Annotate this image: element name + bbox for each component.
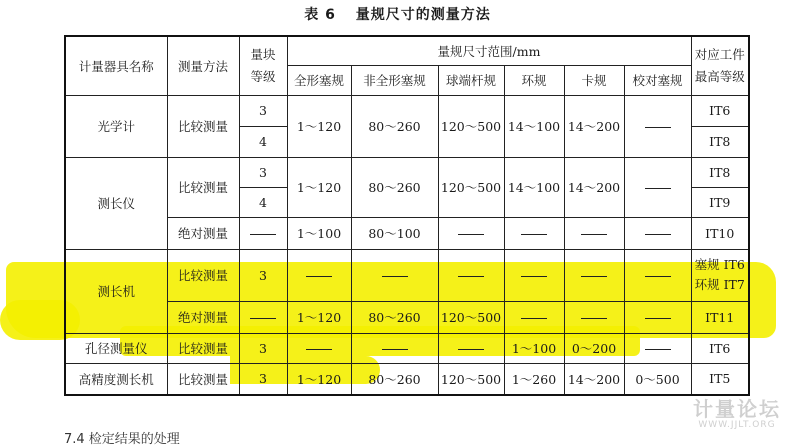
it-grade-cell: IT5 (691, 363, 749, 395)
range-cell: 1～120 (287, 363, 351, 395)
header-check-plug: 校对塞规 (624, 65, 691, 95)
range-cell: 14～200 (564, 95, 624, 157)
header-grade (239, 36, 287, 95)
empty-dash-cell (351, 333, 438, 363)
grade-cell: 4 (239, 126, 287, 157)
empty-dash-cell (504, 217, 564, 249)
empty-dash-cell (287, 249, 351, 301)
grade-cell: 3 (239, 249, 287, 301)
empty-dash-cell (624, 217, 691, 249)
header-max-grade-line2: 最高等级 (694, 68, 745, 84)
it-grade-cell: IT6 (691, 95, 749, 126)
gauge-measurement-table (64, 35, 750, 396)
it-grade-cell (691, 249, 749, 301)
grade-cell: 3 (239, 363, 287, 395)
range-cell: 80～260 (351, 157, 438, 217)
range-cell: 1～100 (287, 217, 351, 249)
range-cell: 120～500 (438, 301, 504, 333)
header-nonfull-plug: 非全形塞规 (351, 65, 438, 95)
range-cell: 120～500 (438, 157, 504, 217)
empty-dash-cell (564, 217, 624, 249)
table-caption: 量规尺寸的测量方法 (355, 7, 491, 23)
empty-dash-cell (239, 301, 287, 333)
header-ring: 环规 (504, 65, 564, 95)
empty-dash-cell (504, 249, 564, 301)
header-max-grade (691, 36, 749, 95)
range-cell: 0～200 (564, 333, 624, 363)
method-cell: 比较测量 (167, 249, 239, 301)
instrument-cell: 高精度测长机 (65, 363, 167, 395)
header-max-grade-line1: 对应工件 (694, 46, 745, 62)
range-cell: 1～120 (287, 301, 351, 333)
empty-dash-cell (438, 249, 504, 301)
instrument-cell: 测长仪 (65, 157, 167, 249)
it-grade-ring: 环规 IT7 (694, 277, 745, 292)
it-grade-cell: IT8 (691, 126, 749, 157)
range-cell: 80～260 (351, 301, 438, 333)
range-cell: 80～100 (351, 217, 438, 249)
empty-dash-cell (624, 333, 691, 363)
empty-dash-cell (624, 249, 691, 301)
it-grade-cell: IT8 (691, 157, 749, 187)
table-number: 表 6 (304, 7, 336, 23)
empty-dash-cell (624, 301, 691, 333)
header-snap: 卡规 (564, 65, 624, 95)
range-cell: 80～260 (351, 95, 438, 157)
method-cell: 比较测量 (167, 333, 239, 363)
instrument-cell: 测长机 (65, 249, 167, 333)
range-cell: 80～260 (351, 363, 438, 395)
empty-dash-cell (438, 217, 504, 249)
empty-dash-cell (564, 301, 624, 333)
empty-dash-cell (351, 249, 438, 301)
range-cell: 1～100 (504, 333, 564, 363)
range-cell: 1～120 (287, 157, 351, 217)
range-cell: 14～200 (564, 157, 624, 217)
instrument-cell: 孔径测量仪 (65, 333, 167, 363)
header-grade-line1: 量块 (250, 46, 276, 62)
next-section-heading: 7.4 检定结果的处理 (64, 432, 180, 447)
range-cell: 14～100 (504, 95, 564, 157)
empty-dash-cell (239, 217, 287, 249)
range-cell: 14～100 (504, 157, 564, 217)
site-watermark (693, 393, 781, 430)
method-cell: 比较测量 (167, 157, 239, 217)
empty-dash-cell (504, 301, 564, 333)
grade-cell: 3 (239, 95, 287, 126)
method-cell: 比较测量 (167, 363, 239, 395)
grade-cell: 3 (239, 157, 287, 187)
header-method: 测量方法 (167, 36, 239, 95)
method-cell: 绝对测量 (167, 217, 239, 249)
it-grade-cell: IT9 (691, 187, 749, 217)
it-grade-cell: IT10 (691, 217, 749, 249)
grade-cell: 4 (239, 187, 287, 217)
grade-cell: 3 (239, 333, 287, 363)
header-ball-rod: 球端杆规 (438, 65, 504, 95)
range-cell: 14～200 (564, 363, 624, 395)
watermark-logo: 计量论坛 (693, 397, 781, 421)
it-grade-cell: IT11 (691, 301, 749, 333)
empty-dash-cell (624, 95, 691, 157)
range-cell: 120～500 (438, 363, 504, 395)
header-full-plug: 全形塞规 (287, 65, 351, 95)
method-cell: 绝对测量 (167, 301, 239, 333)
range-cell: 120～500 (438, 95, 504, 157)
empty-dash-cell (624, 157, 691, 217)
header-instrument: 计量器具名称 (65, 36, 167, 95)
watermark-url: WWW.JJLT.ORG (698, 420, 776, 430)
instrument-cell: 光学计 (65, 95, 167, 157)
range-cell: 0～500 (624, 363, 691, 395)
range-cell: 1～260 (504, 363, 564, 395)
table-title (0, 4, 795, 24)
empty-dash-cell (564, 249, 624, 301)
method-cell: 比较测量 (167, 95, 239, 157)
it-grade-cell: IT6 (691, 333, 749, 363)
header-range-group: 量规尺寸范围/mm (287, 36, 691, 65)
empty-dash-cell (287, 333, 351, 363)
empty-dash-cell (438, 333, 504, 363)
it-grade-plug: 塞规 IT6 (694, 257, 745, 272)
header-grade-line2: 等级 (250, 68, 276, 84)
range-cell: 1～120 (287, 95, 351, 157)
